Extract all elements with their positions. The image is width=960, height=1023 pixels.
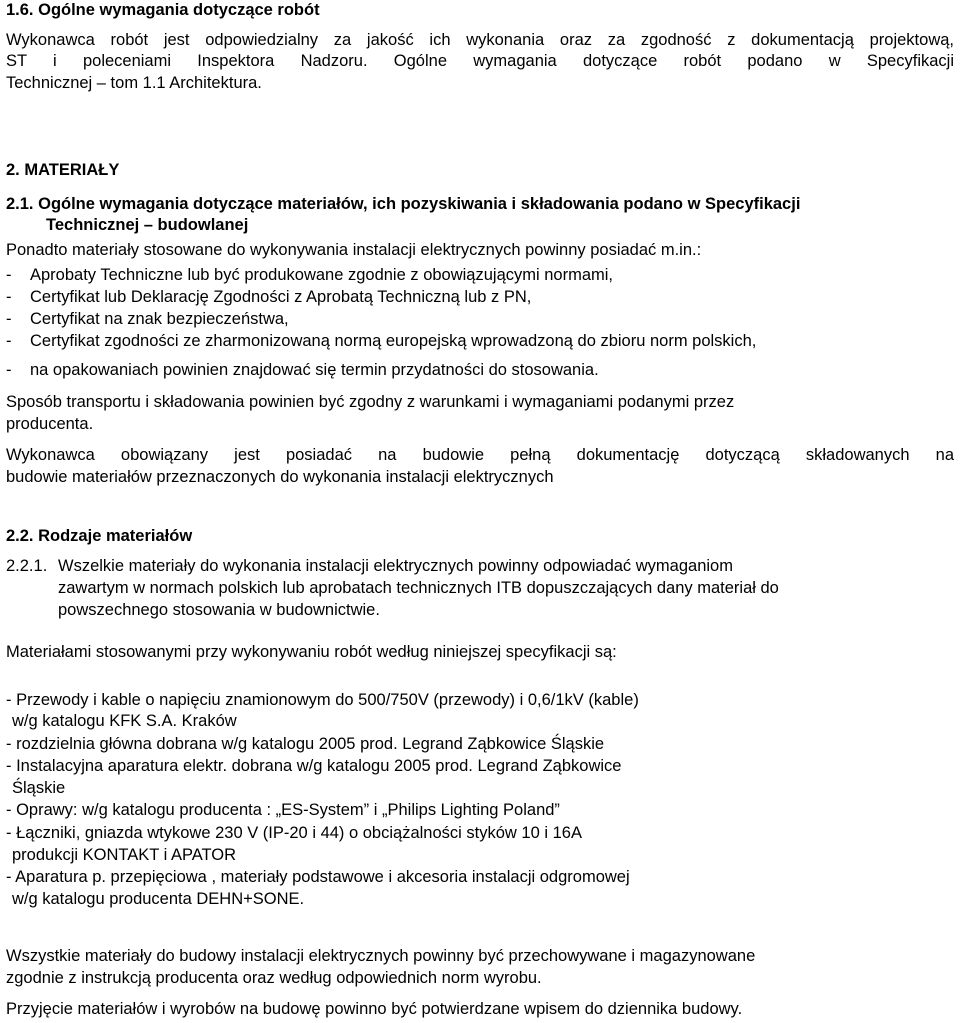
dash-marker: - — [6, 288, 12, 306]
material-item: - Aparatura p. przepięciowa , materiały podstawowe i akcesoria instalacji odgromowej — [6, 868, 630, 886]
subsection-2-1-heading-cont: Technicznej – budowlanej — [46, 216, 249, 234]
dash-marker: - — [6, 266, 12, 284]
requirements-intro: Ponadto materiały stosowane do wykonywania instalacji elektrycznych powinny posiadać m.in.: — [6, 241, 702, 259]
paragraph-line: Wykonawca robót jest odpowiedzialny za jakość ich wykonania oraz za zgodność z dokumentacją projektową, — [6, 31, 954, 49]
storage-paragraph-line: zgodnie z instrukcją producenta oraz według odpowiednich norm wyrobu. — [6, 969, 542, 987]
item-text-line: powszechnego stosowania w budownictwie. — [58, 601, 380, 619]
requirement-item: Certyfikat na znak bezpieczeństwa, — [30, 310, 289, 328]
materials-intro: Materiałami stosowanymi przy wykonywaniu robót według niniejszej specyfikacji są: — [6, 643, 617, 661]
transport-paragraph-line: Sposób transportu i składowania powinien być zgodny z warunkami i wymaganiami podanymi przez — [6, 393, 735, 411]
storage-paragraph-line: Wszystkie materiały do budowy instalacji elektrycznych powinny być przechowywane i magazynowane — [6, 947, 756, 965]
dash-marker: - — [6, 361, 12, 379]
section-2-heading: 2. MATERIAŁY — [6, 161, 120, 179]
paragraph-line: Technicznej – tom 1.1 Architektura. — [6, 74, 262, 92]
material-item: - Łączniki, gniazda wtykowe 230 V (IP-20 i 44) o obciążalności styków 10 i 16A — [6, 824, 582, 842]
item-text-line: Wszelkie materiały do wykonania instalacji elektrycznych powinny odpowiadać wymaganiom — [58, 557, 733, 575]
requirement-item: Certyfikat lub Deklarację Zgodności z Aprobatą Techniczną lub z PN, — [30, 288, 532, 306]
material-item-cont: w/g katalogu producenta DEHN+SONE. — [12, 890, 305, 908]
requirement-item: na opakowaniach powinien znajdować się termin przydatności do stosowania. — [30, 361, 599, 379]
documentation-paragraph-line: Wykonawca obowiązany jest posiadać na budowie pełną dokumentację dotyczącą składowanych na — [6, 446, 954, 464]
material-item-cont: produkcji KONTAKT i APATOR — [12, 846, 237, 864]
material-item: - rozdzielnia główna dobrana w/g katalogu 2005 prod. Legrand Ząbkowice Śląskie — [6, 735, 605, 753]
material-item-cont: w/g katalogu KFK S.A. Kraków — [12, 712, 237, 730]
requirement-item: Certyfikat zgodności ze zharmonizowaną normą europejską wprowadzoną do zbioru norm polskich, — [30, 332, 757, 350]
transport-paragraph-line: producenta. — [6, 415, 94, 433]
material-item-cont: Śląskie — [12, 779, 66, 797]
paragraph-line: ST i poleceniami Inspektora Nadzoru. Ogólne wymagania dotyczące robót podano w Specyfikacji — [6, 52, 954, 70]
requirement-item: Aprobaty Techniczne lub być produkowane zgodnie z obowiązującymi normami, — [30, 266, 614, 284]
dash-marker: - — [6, 310, 12, 328]
acceptance-paragraph: Przyjęcie materiałów i wyrobów na budowę powinno być potwierdzane wpisem do dziennika budowy. — [6, 1000, 743, 1018]
item-text-line: zawartym w normach polskich lub aprobatach technicznych ITB dopuszczających dany materiał do — [58, 579, 779, 597]
material-item: - Instalacyjna aparatura elektr. dobrana w/g katalogu 2005 prod. Legrand Ząbkowice — [6, 757, 622, 775]
documentation-paragraph-line: budowie materiałów przeznaczonych do wykonania instalacji elektrycznych — [6, 468, 554, 486]
subsection-2-1-heading: 2.1. Ogólne wymagania dotyczące materiałów, ich pozyskiwania i składowania podano w Specyfikacji — [6, 195, 801, 213]
subsection-2-2-heading: 2.2. Rodzaje materiałów — [6, 527, 193, 545]
section-1-6-heading: 1.6. Ogólne wymagania dotyczące robót — [6, 1, 320, 19]
material-item: - Przewody i kable o napięciu znamionowym do 500/750V (przewody) i 0,6/1kV (kable) — [6, 691, 639, 709]
dash-marker: - — [6, 332, 12, 350]
item-number: 2.2.1. — [6, 557, 48, 575]
material-item: - Oprawy: w/g katalogu producenta : „ES-System” i „Philips Lighting Poland” — [6, 801, 560, 819]
